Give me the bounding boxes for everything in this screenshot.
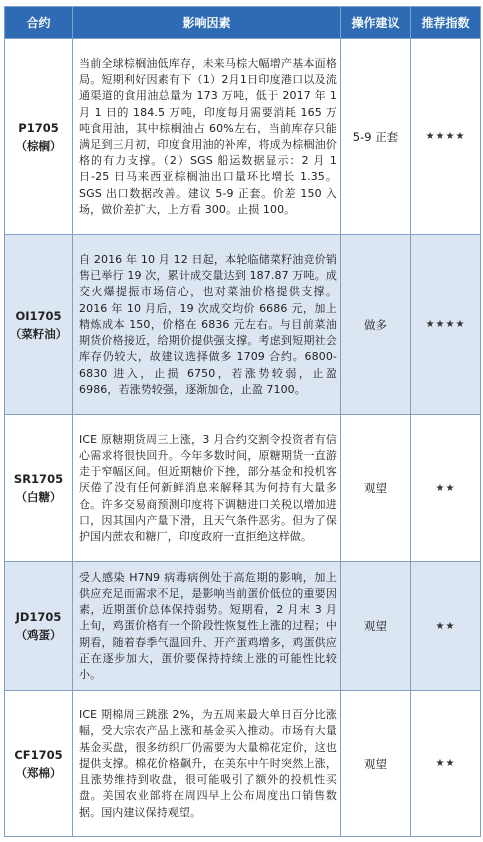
contract-code: CF1705 [14,747,63,762]
contract-name: （菜籽油） [9,326,68,341]
contract-name: （棕榈） [15,138,62,153]
contract-name: （白糖） [15,490,62,504]
factor-text: 当前全球棕榈油低库存，未来马棕大幅增产基本面格局。短期利好因素有下（1）2月1日印度港口以及流通渠道的食用油总量为 173 万吨，低于 2017 年 1 月 1 日的 184.5 万吨，印度每月需要消耗 165 万吨食用油，其中棕榈油占 60%左右，当前库存只能满足到三月初，印度食用油的补库，将成为棕榈油价格的有力支撑。（2）SGS 船运数据显示：2 月 1 日-25 日马来西亚棕榈油出口量环比增长 1.35。SGS 出口数据改善。建议 5-9 正套。价差 150 入场，做价差扩大，上方看 300。止损 100。 [73,39,341,235]
contract-code: P1705 [18,120,59,135]
factor-text: 自 2016 年 10 月 12 日起，本轮临储菜籽油竞价销售已举行 19 次，累计成交量达到 187.87 万吨。成交火爆提振市场信心，也对菜油价格提供支撑。2016 年 10 月后，19 次成交均价 6686 元，加上精炼成本 150，价格在 6836 元左右。与目前菜油期货价格接近，给期价提供强支撑。考虑到短期社会库存仍较大，故建议选择做多 1709 合约。6800-6830 进入，止损 6750，若涨势较弱，止盈 6986，若涨势较强，逐渐加仓，止盈 7100。 [73,235,341,415]
advice-cell: 做多 [341,235,411,415]
factor-text: ICE 原糖期货周三上涨，3 月合约交割令投资者有信心需求将很快回升。今年多数时间，原糖期货一直游走于窄幅区间。但近期糖价下挫，部分基金和投机客厌倦了没有任何新鲜消息来解释其为何持有大量多仓。许多交易商预测印度将下调糖进口关税以增加进口，因其国内产量下滑，且天气条件恶劣。但为了保护国内蔗农和糖厂，印度政府一直拒绝这样做。 [73,415,341,562]
rating-stars: ★★ [411,691,481,837]
factor-text: 受人感染 H7N9 病毒病例处于高危期的影响，加上供应充足而需求不足，是影响当前蛋价低位的重要因素，近期蛋价总体保持弱势。短期看，2 月末 3 月上旬，鸡蛋价格有一个阶段性恢复性上涨的过程；中期看，随着春季气温回升、开产蛋鸡增多，鸡蛋供应正在逐步加大，蛋价要保持持续上涨的可能性比较小。 [73,562,341,691]
contract-cell [5,235,73,415]
table-row [5,562,481,691]
contract-cell [5,562,73,691]
rating-stars: ★★ [411,562,481,691]
contract-name: （郑棉） [15,765,62,780]
table-row [5,235,481,415]
advice-cell: 观望 [341,562,411,691]
table-row [5,39,481,235]
table-header-row [5,7,481,39]
contract-cell [5,39,73,235]
contract-cell [5,691,73,837]
table-row [5,691,481,837]
contract-cell [5,415,73,562]
strategy-table [4,6,481,837]
advice-cell: 5-9 正套 [341,39,411,235]
rating-stars: ★★ [411,415,481,562]
header-rating: 推荐指数 [411,7,481,39]
rating-stars: ★★★★ [411,235,481,415]
header-advice: 操作建议 [341,7,411,39]
advice-cell: 观望 [341,691,411,837]
advice-cell: 观望 [341,415,411,562]
rating-stars: ★★★★ [411,39,481,235]
header-factors: 影响因素 [73,7,341,39]
contract-name: （鸡蛋） [15,628,62,642]
factor-text: ICE 期棉周三跳涨 2%，为五周来最大单日百分比涨幅，受大宗农产品上涨和基金买入推动。市场有大量基金买盘，很多纺织厂仍需要为大量棉花定价，这也提供支撑。棉花价格飙升，在美东中午时突然上涨，且涨势维持到收盘，很可能吸引了额外的投机性买盘。美国农业部将在周四早上公布周度出口销售数据。国内建议保持观望。 [73,691,341,837]
table-row [5,415,481,562]
contract-code: JD1705 [15,610,62,624]
header-contract: 合约 [5,7,73,39]
contract-code: SR1705 [13,472,64,486]
contract-code: OI1705 [15,308,62,323]
